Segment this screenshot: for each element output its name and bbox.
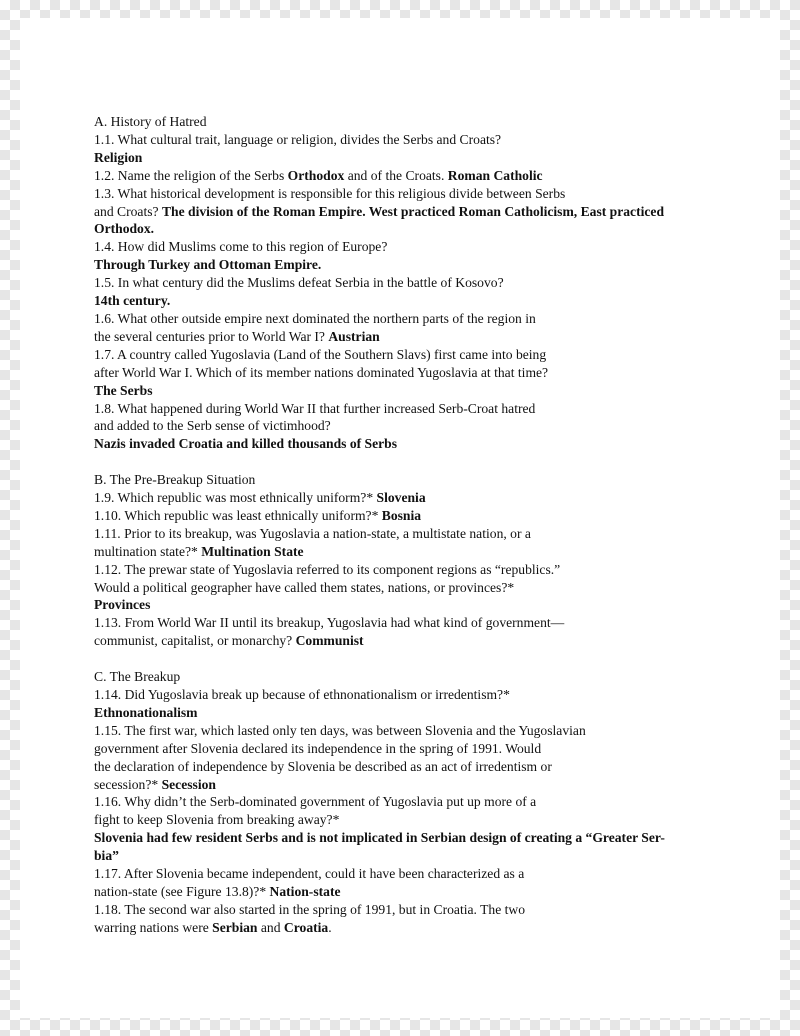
text-line: [94, 220, 720, 238]
text-line: [94, 382, 720, 400]
question-text: 1.11. Prior to its breakup, was Yugoslavia a nation-state, a multistate nation, or a: [94, 525, 531, 541]
answer-text: Slovenia: [376, 490, 426, 506]
text-line: [94, 238, 720, 256]
question-text: government after Slovenia declared its independence in the spring of 1991. Would: [94, 740, 542, 756]
question-text: multination state?*: [94, 543, 202, 559]
question-text: 1.5. In what century did the Muslims defeat Serbia in the battle of Kosovo?: [94, 275, 504, 291]
section-heading: C. The Breakup: [94, 669, 181, 685]
question-text: .: [328, 919, 332, 935]
answer-text: Roman Catholic: [447, 167, 543, 183]
text-line: [94, 400, 720, 418]
answer-text: Austrian: [328, 328, 380, 344]
text-line: [94, 167, 720, 185]
text-line: [94, 722, 720, 740]
text-line: [94, 793, 720, 811]
answer-text: Multination State: [201, 543, 304, 559]
text-line: [94, 435, 720, 453]
answer-text: The Serbs: [94, 382, 153, 398]
text-line: [94, 614, 720, 632]
text-line: [94, 292, 720, 310]
text-line: [94, 865, 720, 883]
section-gap: [94, 453, 720, 471]
text-line: [94, 310, 720, 328]
text-line: [94, 131, 720, 149]
question-text: and added to the Serb sense of victimhood?: [94, 418, 331, 434]
section-heading: A. History of Hatred: [94, 114, 207, 129]
answer-text: Religion: [94, 149, 143, 165]
question-text: communist, capitalist, or monarchy?: [94, 633, 296, 649]
question-text: fight to keep Slovenia from breaking away?*: [94, 812, 340, 828]
section-heading: B. The Pre-Breakup Situation: [94, 472, 256, 488]
question-text: after World War I. Which of its member nations dominated Yugoslavia at that time?: [94, 364, 549, 380]
text-line: [94, 417, 720, 435]
answer-text: Through Turkey and Ottoman Empire.: [94, 257, 322, 273]
question-text: nation-state (see Figure 13.8)?*: [94, 883, 270, 899]
question-text: 1.18. The second war also started in the spring of 1991, but in Croatia. The two: [94, 901, 526, 917]
text-line: [94, 776, 720, 794]
question-text: the several centuries prior to World War I?: [94, 328, 329, 344]
text-line: [94, 525, 720, 543]
question-text: secession?*: [94, 776, 162, 792]
document-page: [20, 18, 780, 1018]
text-line: [94, 704, 720, 722]
question-text: 1.6. What other outside empire next dominated the northern parts of the region in: [94, 310, 536, 326]
section-gap: [94, 650, 720, 668]
text-line: [94, 203, 720, 221]
question-text: 1.7. A country called Yugoslavia (Land of the Southern Slavs) first came into being: [94, 346, 547, 362]
text-line: [94, 632, 720, 650]
question-text: warring nations were: [94, 919, 213, 935]
text-line: [94, 829, 720, 847]
question-text: 1.10. Which republic was least ethnically uniform?*: [94, 507, 382, 523]
answer-text: Croatia: [283, 919, 329, 935]
question-text: 1.13. From World War II until its breakup, Yugoslavia had what kind of government—: [94, 615, 565, 631]
question-text: 1.2. Name the religion of the Serbs: [94, 167, 288, 183]
text-line: [94, 149, 720, 167]
question-text: and: [257, 919, 284, 935]
question-text: and Croats?: [94, 203, 162, 219]
answer-text: Nazis invaded Croatia and killed thousands of Serbs: [94, 436, 398, 452]
text-line: [94, 883, 720, 901]
text-line: [94, 596, 720, 614]
question-text: 1.3. What historical development is responsible for this religious divide between Serbs: [94, 185, 566, 201]
question-text: and of the Croats.: [344, 167, 448, 183]
question-text: 1.8. What happened during World War II that further increased Serb-Croat hatred: [94, 400, 536, 416]
text-line: [94, 185, 720, 203]
answer-text: Serbian: [212, 919, 258, 935]
question-text: 1.4. How did Muslims come to this region of Europe?: [94, 239, 388, 255]
text-line: [94, 901, 720, 919]
question-text: 1.9. Which republic was most ethnically uniform?*: [94, 490, 377, 506]
text-line: [94, 758, 720, 776]
answer-text: Secession: [161, 776, 216, 792]
text-line: [94, 489, 720, 507]
answer-text: Orthodox.: [94, 221, 155, 237]
text-line: [94, 256, 720, 274]
answer-text: Nation-state: [269, 883, 341, 899]
text-line: [94, 847, 720, 865]
text-line: [94, 811, 720, 829]
text-line: [94, 919, 720, 937]
answer-text: Provinces: [94, 597, 151, 613]
answer-text: Slovenia had few resident Serbs and is not implicated in Serbian design of creating a “Greater Ser-: [94, 830, 665, 846]
text-line: [94, 561, 720, 579]
answer-text: The division of the Roman Empire. West practiced Roman Catholicism, East practiced: [161, 203, 665, 219]
answer-text: Orthodox: [287, 167, 345, 183]
answer-text: bia”: [94, 848, 119, 864]
question-text: 1.12. The prewar state of Yugoslavia referred to its component regions as “republics.”: [94, 561, 561, 577]
text-line: [94, 328, 720, 346]
text-line: [94, 686, 720, 704]
text-line: [94, 364, 720, 382]
question-text: 1.15. The first war, which lasted only ten days, was between Slovenia and the Yugoslavian: [94, 722, 586, 738]
text-line: [94, 346, 720, 364]
text-line: [94, 274, 720, 292]
answer-text: Bosnia: [381, 507, 422, 523]
question-text: Would a political geographer have called them states, nations, or provinces?*: [94, 579, 515, 595]
answer-text: 14th century.: [94, 293, 171, 309]
answer-text: Communist: [295, 633, 364, 649]
text-line: [94, 579, 720, 597]
text-line: [94, 740, 720, 758]
text-line: [94, 543, 720, 561]
question-text: 1.1. What cultural trait, language or religion, divides the Serbs and Croats?: [94, 131, 502, 147]
text-line: [94, 507, 720, 525]
answer-text: Ethnonationalism: [94, 704, 198, 720]
question-text: 1.16. Why didn’t the Serb-dominated government of Yugoslavia put up more of a: [94, 794, 537, 810]
question-text: 1.17. After Slovenia became independent, could it have been characterized as a: [94, 866, 525, 882]
question-text: 1.14. Did Yugoslavia break up because of ethnonationalism or irredentism?*: [94, 686, 510, 702]
question-text: the declaration of independence by Slovenia be described as an act of irredentism or: [94, 758, 552, 774]
